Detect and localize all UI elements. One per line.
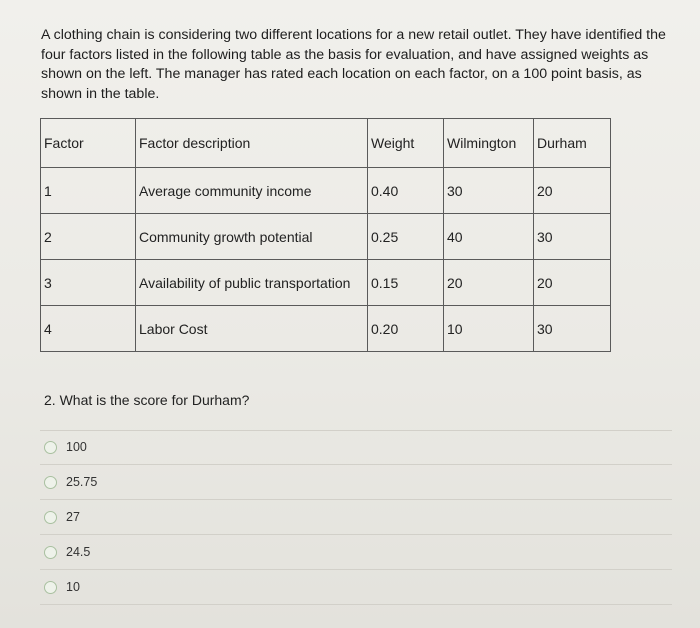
cell-durham: 30 bbox=[534, 306, 611, 352]
cell-factor: 1 bbox=[41, 168, 136, 214]
answer-options bbox=[40, 430, 672, 605]
radio-button[interactable] bbox=[44, 546, 57, 559]
table-header-row bbox=[41, 119, 611, 168]
answer-option[interactable] bbox=[40, 535, 672, 570]
header-factor: Factor bbox=[41, 119, 136, 168]
cell-wilmington: 10 bbox=[444, 306, 534, 352]
cell-description: Community growth potential bbox=[136, 214, 368, 260]
answer-option[interactable] bbox=[40, 465, 672, 500]
radio-button[interactable] bbox=[44, 476, 57, 489]
table-row bbox=[41, 260, 611, 306]
cell-durham: 20 bbox=[534, 260, 611, 306]
table-row bbox=[41, 214, 611, 260]
cell-factor: 3 bbox=[41, 260, 136, 306]
option-label: 25.75 bbox=[66, 475, 98, 489]
cell-wilmington: 20 bbox=[444, 260, 534, 306]
cell-weight: 0.15 bbox=[368, 260, 444, 306]
option-label: 27 bbox=[66, 510, 80, 524]
cell-description: Labor Cost bbox=[136, 306, 368, 352]
question-text: 2. What is the score for Durham? bbox=[44, 392, 250, 408]
cell-durham: 20 bbox=[534, 168, 611, 214]
option-label: 24.5 bbox=[66, 545, 91, 559]
header-durham: Durham bbox=[534, 119, 611, 168]
radio-button[interactable] bbox=[44, 511, 57, 524]
answer-option[interactable] bbox=[40, 570, 672, 605]
radio-button[interactable] bbox=[44, 441, 57, 454]
answer-option[interactable] bbox=[40, 430, 672, 465]
option-label: 10 bbox=[66, 580, 80, 594]
table-row bbox=[41, 168, 611, 214]
table-row bbox=[41, 306, 611, 352]
cell-weight: 0.25 bbox=[368, 214, 444, 260]
intro-text: A clothing chain is considering two different locations for a new retail outlet. They have identified the four factors listed in the following table as the basis for evaluation, and have assigned weights as shown on the left. The manager has rated each location on each factor, on a 100 point basis, as shown in the table. bbox=[41, 27, 666, 102]
radio-button[interactable] bbox=[44, 581, 57, 594]
header-wilmington: Wilmington bbox=[444, 119, 534, 168]
cell-description: Average community income bbox=[136, 168, 368, 214]
factor-table bbox=[40, 118, 611, 352]
cell-factor: 4 bbox=[41, 306, 136, 352]
cell-durham: 30 bbox=[534, 214, 611, 260]
cell-wilmington: 30 bbox=[444, 168, 534, 214]
cell-wilmington: 40 bbox=[444, 214, 534, 260]
header-factor-description: Factor description bbox=[136, 119, 368, 168]
cell-factor: 2 bbox=[41, 214, 136, 260]
cell-weight: 0.20 bbox=[368, 306, 444, 352]
cell-description: Availability of public transportation bbox=[136, 260, 368, 306]
cell-weight: 0.40 bbox=[368, 168, 444, 214]
header-weight: Weight bbox=[368, 119, 444, 168]
option-label: 100 bbox=[66, 440, 87, 454]
answer-option[interactable] bbox=[40, 500, 672, 535]
